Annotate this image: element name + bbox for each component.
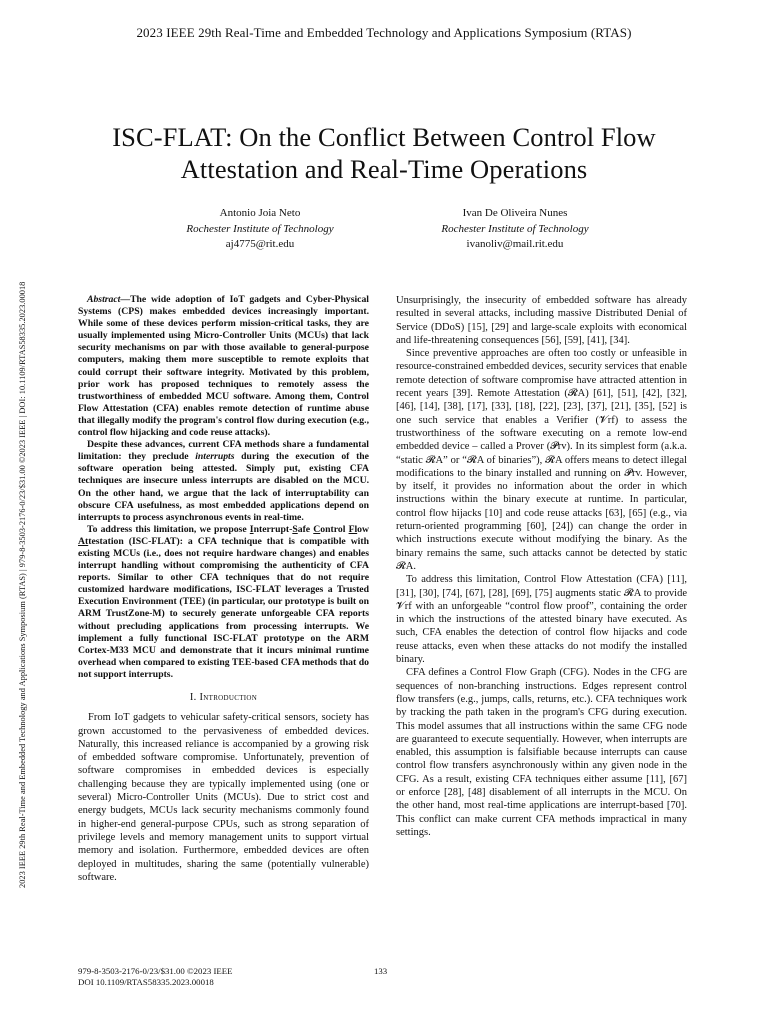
acronym-letter: C: [313, 523, 321, 535]
right-paragraph-2: Since preventive approaches are often too costly or unfeasible in resource-constrained embedded devices, security services that enable remote detection of software compromise have attracted attention in recent years [39]. Remote Attestation (𝓡A) [61], [51], [42], [32], [46], [14], [38], [17], [33], [18], [22], [23], [37], [21], [35], [52] is one such service that enables a Verifier (𝓥rf) to assess the trustworthiness of the software executing on a remote low-end embedded device – called a Prover (𝓟rv). In its simplest form (a.k.a. “static 𝓡A” or “𝓡A of binaries”), 𝓡A offers means to detect illegal modifications to the binary installed and running on 𝓟rv. However, by itself, it provides no information about the order in which instructions within the binary execute at runtime. In particular, control flow hijacks [10] and code reuse attacks [63], [65] (e.g., via return-oriented programming [60], [24]) can change the order in which instructions execute without modifying the binary. As the binary remains the same, such attacks cannot be detected by static 𝓡A.: [396, 348, 687, 572]
abstract-text: ontrol: [320, 523, 349, 535]
author-name: Antonio Joia Neto: [219, 207, 301, 219]
author-block-1: [130, 206, 390, 253]
right-column: [396, 294, 687, 839]
paper-title: [0, 121, 768, 185]
section-heading-introduction: I. Introduction: [189, 692, 258, 703]
right-paragraph-4: CFA defines a Control Flow Graph (CFG). Nodes in the CFG are sequences of non-branching instructions. Edges represent control flow transfers (e.g., jumps, calls, returns, etc.). CFA techniques work by tracking the path taken in the program's CFG during execution. This model assumes that all instructions within the same CFG node are guaranteed to execute sequentially. However, when interrupts are enabled, this assumption is falsifiable because interrupts can cause control flow transfers asynchronously within any given node in the CFG. As a result, existing CFA techniques either assume [11], [67] or enforce [28], [48] disablement of all interrupts in the MCU. On the other hand, most real-time applications are interrupt-based [70]. This conflict can make current CFA methods impractical in many settings.: [396, 667, 687, 838]
author-block-2: [385, 206, 645, 253]
abstract-text: during the execution of the software operation being attested. Simply put, existing CFA techniques are insecure unless interrupts are disabled on the MCU. On the other hand, we argue that the lack of interruptability can obscure CFA usefulness, as most embedded applications depend on interrupts to process asynchronous events in real-time.: [78, 451, 369, 523]
acronym-letter: Fl: [348, 523, 358, 535]
intro-paragraph-1: From IoT gadgets to vehicular safety-critical sensors, society has grown accustomed to the pervasiveness of embedded devices. Naturally, this increased reliance is accompanied by a growing risk of embedded software compromise. Unfortunately, prevention of software compromises in embedded devices is especially challenging because they are typically implemented using (one or several) Micro-Controller Units (MCUs). Due to strict cost and energy budgets, MCUs lack security mechanisms commonly found in higher-end general-purpose CPUs, such as strong separation of privilege levels and memory management units to support virtual memory and isolation. Furthermore, embedded devices are often deployed in multitudes, sharing the same (potentially vulnerable) software.: [78, 712, 369, 883]
conference-header: 2023 IEEE 29th Real-Time and Embedded Technology and Applications Symposium (RTAS): [136, 25, 632, 40]
introduction-body: [78, 711, 369, 884]
abstract-text: ow: [357, 523, 370, 535]
author-affiliation: Rochester Institute of Technology: [441, 222, 589, 235]
abstract-text: testation (ISC-FLAT): a CFA technique that is compatible with existing MCUs (i.e., does not require hardware changes) and enables interrupt handling without compromising the authenticity of CFA reports. Similar to other CFA techniques that do not require customized hardware modifications, ISC-FLAT leverages a Trusted Execution Environment (TEE) (in particular, our prototype is built on ARM TrustZone-M) to securely generate unforgeable CFA reports without precluding applications from processing interrupts. We implement a fully functional ISC-FLAT prototype on the ARM Cortex-M33 MCU and demonstrate that it incurs minimal runtime overhead when compared to existing TEE-based CFA methods that do not support interrupts.: [78, 535, 369, 680]
abstract-text: —The wide adoption of IoT gadgets and Cyber-Physical Systems (CPS) makes embedded devices increasingly important. While some of these devices perform mission-critical tasks, they are usually implemented using Micro-Controller Units (MCUs) that lack security mechanisms on par with those available to general-purpose computers, making them more susceptible to remote exploits that could corrupt their software integrity. Motivated by this problem, prior work has proposed techniques to remotely assess the trustworthiness of embedded MCU software. Among them, Control Flow Attestation (CFA) enables remote detection of runtime abuse that illegally modify the program's control flow during execution (e.g., control flow hijacking and code reuse attacks).: [78, 294, 369, 439]
footer-doi[interactable]: DOI 10.1109/RTAS58335.2023.00018: [78, 977, 214, 987]
footer-isbn: 979-8-3503-2176-0/23/$31.00 ©2023 IEEE: [78, 966, 233, 976]
abstract: [78, 294, 369, 681]
right-paragraph-1: Unsurprisingly, the insecurity of embedded software has already resulted in several attacks, including massive Distributed Denial of Service (DDoS) [15], [29] and large-scale exploits with economical and life-threatening consequences [56], [59], [41], [34].: [396, 295, 687, 346]
title-line-2: Attestation and Real-Time Operations: [180, 154, 588, 184]
author-email[interactable]: aj4775@rit.edu: [225, 238, 295, 250]
abstract-text: afe: [297, 523, 314, 535]
abstract-paragraph-3: [78, 524, 369, 681]
author-email[interactable]: ivanoliv@mail.rit.edu: [466, 238, 564, 250]
left-column: [78, 294, 369, 884]
abstract-paragraph-2: [78, 439, 369, 524]
author-affiliation: Rochester Institute of Technology: [186, 222, 334, 235]
abstract-text: Despite these advances, current CFA methods share a fundamental limitation: they preclude: [78, 439, 369, 463]
author-name: Ivan De Oliveira Nunes: [462, 207, 568, 219]
right-paragraph-3: To address this limitation, Control Flow Attestation (CFA) [11], [31], [30], [74], [67], [28], [69], [75] augments static 𝓡A to provide 𝓥rf with an unforgeable “control flow proof”, containing the order in which the instructions of the attested binary have executed. As such, CFA enables the detection of control flow hijacks and code reuse attacks, even when these attacks do not modify the installed binary.: [396, 574, 687, 666]
acronym-letter: At: [78, 535, 89, 547]
page-number: 133: [374, 966, 388, 976]
abstract-emphasis: interrupts: [195, 451, 235, 463]
sidebar-citation: 2023 IEEE 29th Real-Time and Embedded Technology and Applications Symposium (RTAS) | 979-8-3503-2176-0/23/$31.00 ©2023 IEEE | DOI: 10.1109/RTAS58335.2023.00018: [18, 281, 27, 888]
abstract-text: To address this limitation, we propose: [87, 523, 250, 535]
abstract-paragraph-1: [78, 294, 369, 439]
footer-publication-info: [78, 966, 233, 988]
abstract-text: nterrupt-: [253, 523, 293, 535]
title-line-1: ISC-FLAT: On the Conflict Between Control Flow: [112, 122, 656, 152]
abstract-label: Abstract: [87, 294, 121, 305]
acronym-letter: S: [292, 523, 298, 535]
acronym-letter: I: [249, 523, 254, 535]
